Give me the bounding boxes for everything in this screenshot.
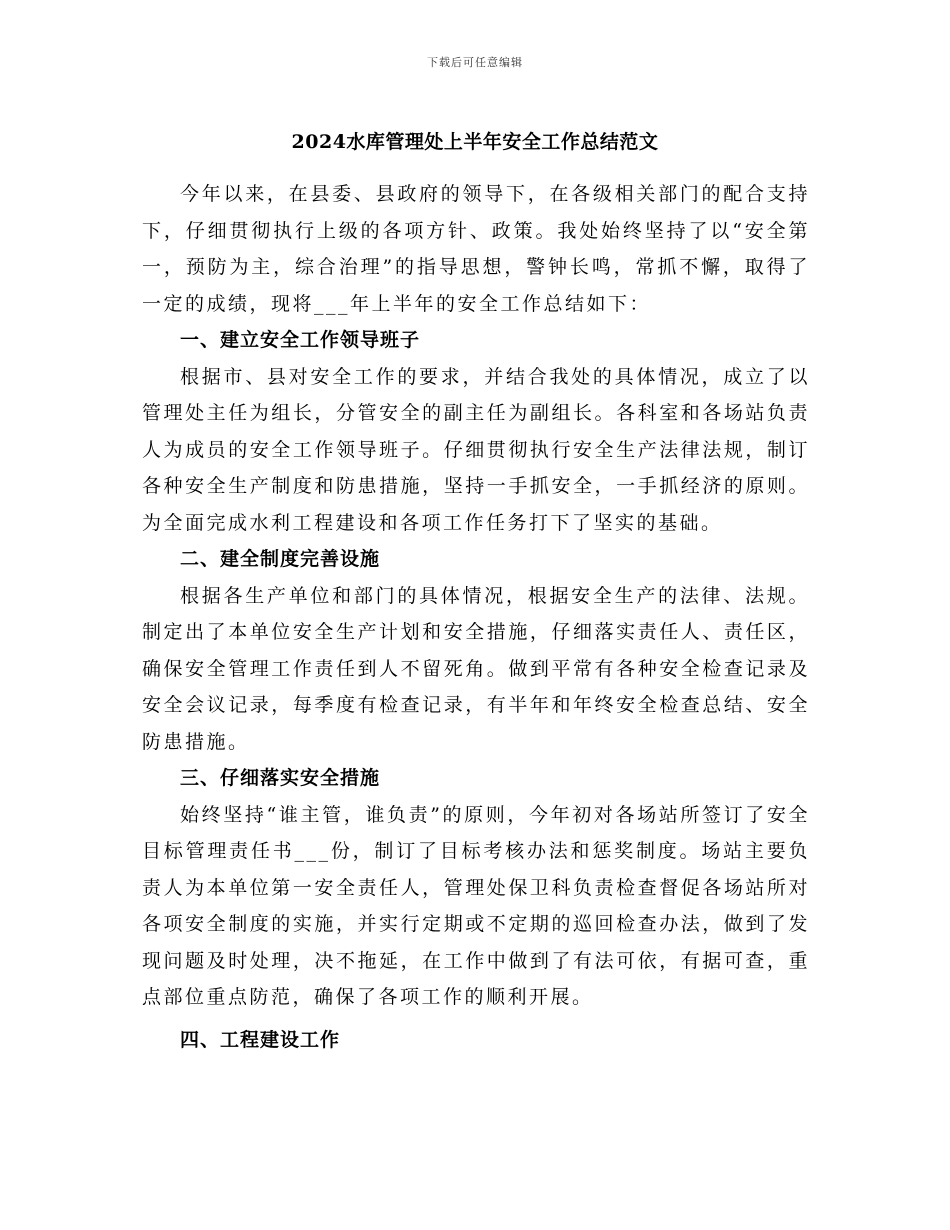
section-3-heading: 三、仔细落实安全措施 [180, 767, 381, 789]
intro-paragraph: 今年以来，在县委、县政府的领导下，在各级相关部门的配合支持下，仔细贯彻执行上级的各项方针、政策。我处始终坚持了以“安全第一，预防为主，综合治理”的指导思想，警钟长鸣，常抓不懈，取得了一定的成绩，现将___年上半年的安全工作总结如下： [142, 183, 810, 315]
page-header-note: 下载后可任意编辑 [427, 56, 523, 69]
document-title: 2024水库管理处上半年安全工作总结范文 [291, 131, 659, 153]
section-2-heading: 二、建全制度完善设施 [180, 548, 381, 570]
section-4-heading: 四、工程建设工作 [180, 1028, 341, 1051]
document-body [142, 176, 810, 1058]
section-1-paragraph: 根据市、县对安全工作的要求，并结合我处的具体情况，成立了以管理处主任为组长，分管安全的副主任为副组长。各科室和各场站负责人为成员的安全工作领导班子。仔细贯彻执行安全生产法律法规，制订各种安全生产制度和防患措施，坚持一手抓安全，一手抓经济的原则。为全面完成水利工程建设和各项工作任务打下了坚实的基础。 [142, 365, 810, 534]
section-2-paragraph: 根据各生产单位和部门的具体情况，根据安全生产的法律、法规。制定出了本单位安全生产计划和安全措施，仔细落实责任人、责任区，确保安全管理工作责任到人不留死角。做到平常有各种安全检查记录及安全会议记录，每季度有检查记录，有半年和年终安全检查总结、安全防患措施。 [142, 584, 810, 753]
section-1-heading: 一、建立安全工作领导班子 [180, 329, 421, 351]
section-3-paragraph: 始终坚持“谁主管，谁负责”的原则，今年初对各场站所签订了安全目标管理责任书___份，制订了目标考核办法和惩奖制度。场站主要负责人为本单位第一安全责任人，管理处保卫科负责检查督促各场站所对各项安全制度的实施，并实行定期或不定期的巡回检查办法，做到了发现问题及时处理，决不拖延，在工作中做到了有法可依，有据可查，重点部位重点防范，确保了各项工作的顺利开展。 [142, 803, 810, 1008]
